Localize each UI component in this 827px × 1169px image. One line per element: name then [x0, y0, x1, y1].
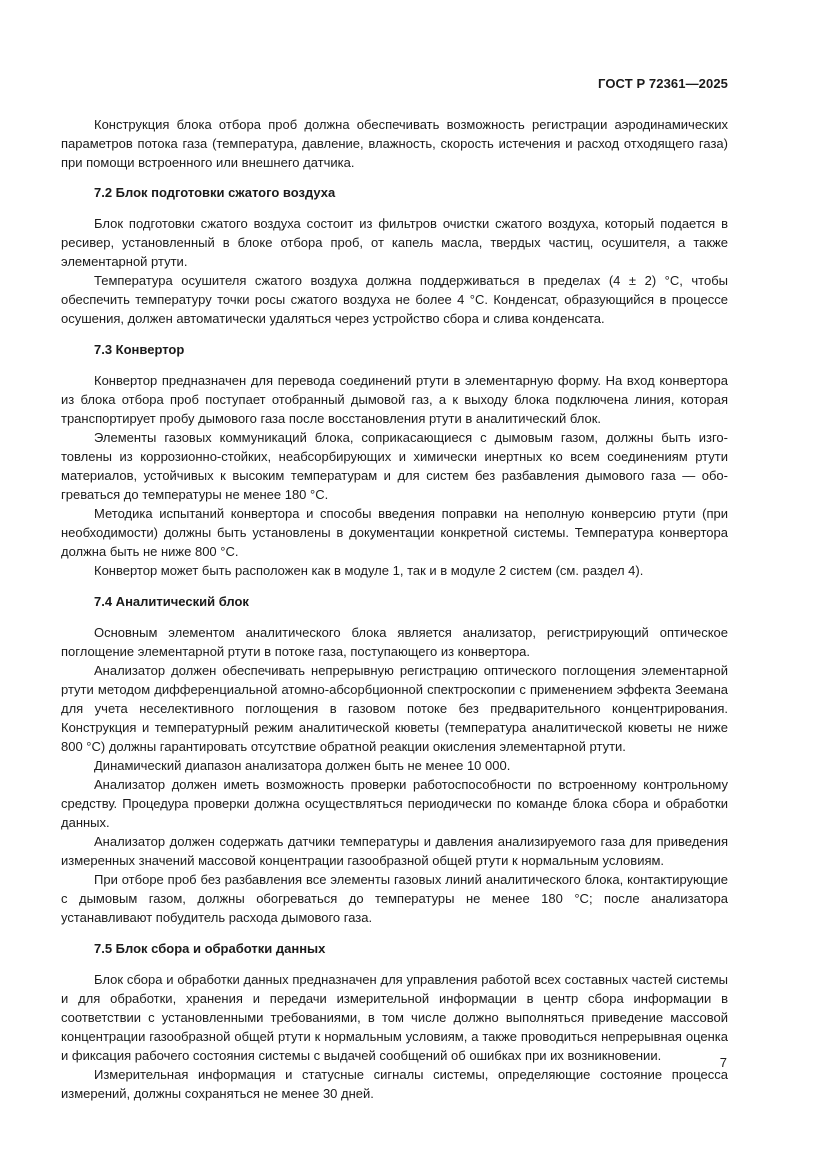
paragraph: Основным элементом аналитического блока является анализатор, регистрирующий оптическое поглощение элементарной ртути в потоке газа, поступающего из конвертора. — [61, 625, 728, 659]
section-7-2 — [61, 183, 728, 328]
paragraph: Конвертор предназначен для перевода соединений ртути в элементарную форму. На вход конвертора из блока отбора проб поступает отобранный дымовой газ, а к выходу блока подключена линия, которая транспортирует пробу дымового газа после восстановления ртути в аналитический блок. — [61, 373, 728, 426]
page-content — [61, 115, 728, 1103]
section-heading: 7.3 Конвертор — [94, 342, 185, 357]
paragraph: При отборе проб без разбавления все элементы газовых линий аналитического блока, контактирующие с дымовым газом, должны обогреваться до температуры не менее 180 °С; после анализатора устанавливают побудитель расхода дымового газа. — [61, 872, 728, 925]
paragraph: Измерительная информация и статусные сигналы системы, определяющие состояние процесса измерений, должны сохраняться не менее 30 дней. — [61, 1067, 728, 1101]
paragraph: Конвертор может быть расположен как в модуле 1, так и в модуле 2 систем (см. раздел 4). — [94, 563, 644, 578]
paragraph: Анализатор должен содержать датчики температуры и давления анализируемого газа для приведения измеренных значений массовой концентрации газообразной общей ртути к нормальным условиям. — [61, 834, 728, 868]
section-heading: 7.2 Блок подготовки сжатого воздуха — [94, 185, 336, 200]
section-7-5 — [61, 939, 728, 1103]
intro-paragraph: Конструкция блока отбора проб должна обеспечивать возможность регистрации аэродинамических параметров потока газа (температура, давление, влажность, скорость истечения и расход отходящего газа) при помощи встроенного или внешнего датчика. — [61, 117, 728, 170]
section-7-3 — [61, 340, 728, 580]
paragraph: Анализатор должен иметь возможность проверки работоспособности по встроенному контрольному средству. Процедура проверки должна осуществляться периодически по команде блока сбора и обработки данных. — [61, 777, 728, 830]
section-heading: 7.5 Блок сбора и обработки данных — [94, 941, 326, 956]
paragraph: Динамический диапазон анализатора должен быть не менее 10 000. — [94, 758, 511, 773]
document-code: ГОСТ Р 72361—2025 — [598, 76, 728, 91]
section-7-4 — [61, 592, 728, 927]
paragraph: Элементы газовых коммуникаций блока, соприкасающиеся с дымовым газом, должны быть изготовлены из коррозионно-стойких, неабсорбирующих и химически инертных ко всем соединениям ртути материалов, устойчивых к высоким температурам и для систем без разбавления дымового газа — обогреваться до температуры не менее 180 °С. — [61, 430, 728, 502]
paragraph: Анализатор должен обеспечивать непрерывную регистрацию оптического поглощения элементарной ртути методом дифференциальной атомно-абсорбционной спектроскопии с применением эффекта Зеемана для учета неселективного поглощения в газовом потоке без предварительного концентрирования. Конструкция и температурный режим аналитической кюветы (температура аналитической кюветы не ниже 800 °С) должны гарантировать отсутствие обратной реакции окисления элементарной ртути. — [61, 663, 728, 754]
paragraph: Блок подготовки сжатого воздуха состоит из фильтров очистки сжатого воздуха, который подается в ресивер, установленный в блоке отбора проб, от капель масла, твердых частиц, осушителя, а также элементарной ртути. — [61, 216, 728, 269]
paragraph: Методика испытаний конвертора и способы введения поправки на неполную конверсию ртути (при необходимости) должны быть установлены в документации конкретной системы. Температура конвертора должна быть не ниже 800 °С. — [61, 506, 728, 559]
paragraph: Блок сбора и обработки данных предназначен для управления работой всех составных частей системы и для обработки, хранения и передачи измерительной информации в центр сбора информации в соответствии с установленными требованиями, в том числе должно выполняться приведение массовой концентрации газообразной общей ртути к нормальным условиям, а также проводиться непрерывная оценка и фиксация рабочего состояния системы с выдачей сообщений об ошибках при их возникновении. — [61, 972, 728, 1063]
section-heading: 7.4 Аналитический блок — [94, 594, 249, 609]
page-number: 7 — [719, 1055, 727, 1070]
paragraph: Температура осушителя сжатого воздуха должна поддерживаться в пределах (4 ± 2) °С, чтобы обеспечить температуру точки росы сжатого воздуха не более 4 °С. Конденсат, образующийся в процессе осушения, должен автоматически удаляться через устройство сбора и слива конденсата. — [61, 273, 728, 326]
